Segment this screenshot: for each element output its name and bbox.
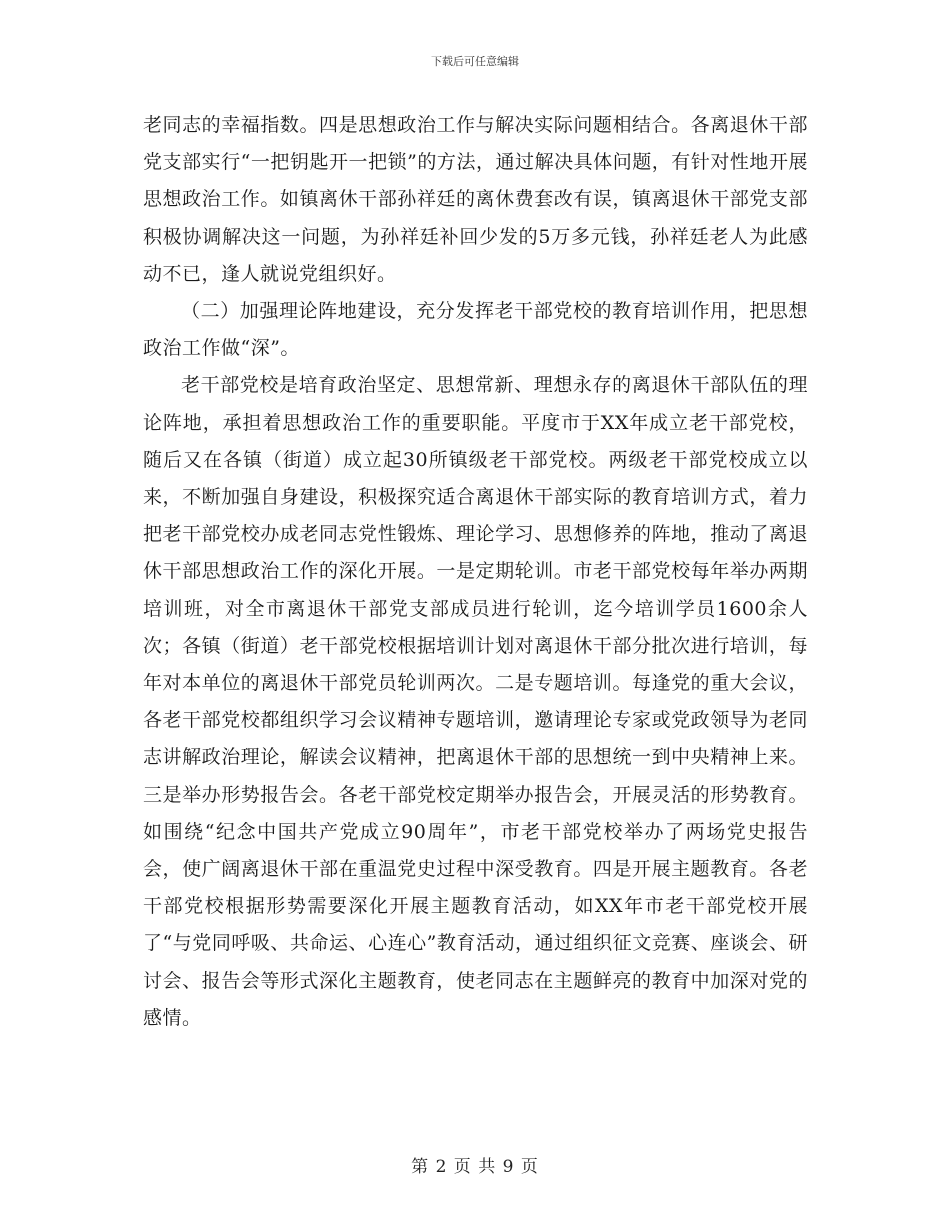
page-number: 第 2 页 共 9 页 (411, 1157, 539, 1177)
document-body (143, 107, 808, 1037)
paragraph-continuation: 老同志的幸福指数。四是思想政治工作与解决实际问题相结合。各离退休干部党支部实行“一把钥匙开一把锁”的方法，通过解决具体问题，有针对性地开展思想政治工作。如镇离休干部孙祥廷的离休费套改有误，镇离退休干部党支部积极协调解决这一问题，为孙祥廷补回少发的5万多元钱，孙祥廷老人为此感动不已，逢人就说党组织好。 (143, 114, 808, 285)
section-heading: （二）加强理论阵地建设，充分发挥老干部党校的教育培训作用，把思想政治工作做“深”。 (143, 300, 808, 360)
paragraph-body: 老干部党校是培育政治坚定、思想常新、理想永存的离退休干部队伍的理论阵地，承担着思想政治工作的重要职能。平度市于XX年成立老干部党校，随后又在各镇（街道）成立起30所镇级老干部党校。两级老干部党校成立以来，不断加强自身建设，积极探究适合离退休干部实际的教育培训方式，着力把老干部党校办成老同志党性锻炼、理论学习、思想修养的阵地，推动了离退休干部思想政治工作的深化开展。一是定期轮训。市老干部党校每年举办两期培训班，对全市离退休干部党支部成员进行轮训，迄今培训学员1600余人次；各镇（街道）老干部党校根据培训计划对离退休干部分批次进行培训，每年对本单位的离退休干部党员轮训两次。二是专题培训。每逢党的重大会议，各老干部党校都组织学习会议精神专题培训，邀请理论专家或党政领导为老同志讲解政治理论，解读会议精神，把离退休干部的思想统一到中央精神上来。三是举办形势报告会。各老干部党校定期举办报告会，开展灵活的形势教育。如围绕“纪念中国共产党成立90周年”，市老干部党校举办了两场党史报告会，使广阔离退休干部在重温党史过程中深受教育。四是开展主题教育。各老干部党校根据形势需要深化开展主题教育活动，如XX年市老干部党校开展了“与党同呼吸、共命运、心连心”教育活动，通过组织征文竞赛、座谈会、研讨会、报告会等形式深化主题教育，使老同志在主题鲜亮的教育中加深对党的感情。 (143, 374, 808, 1029)
page-header: 下载后可任意编辑 (431, 55, 519, 68)
